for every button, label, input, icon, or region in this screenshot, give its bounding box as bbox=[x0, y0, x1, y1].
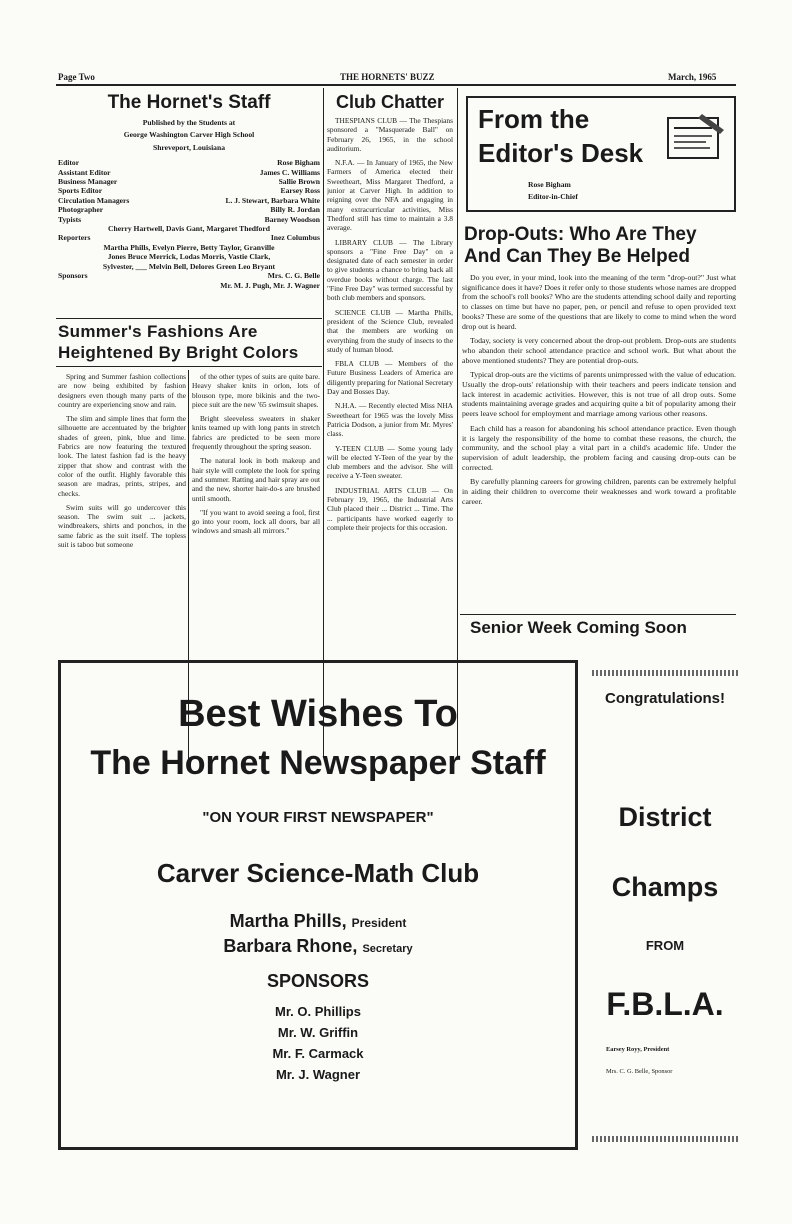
typists-more: Cherry Hartwell, Davis Gant, Margaret Thedford bbox=[108, 224, 270, 234]
fashion-quote: "If you want to avoid seeing a fool, first go into your room, lock all doors, bar all windows and smash all mirrors." bbox=[192, 507, 320, 536]
club-yteen: Y-TEEN CLUB — Some young lady will be elected Y-Teen of the year by the club members and the advisor. She will receive a Y-Teen sweater. bbox=[327, 443, 453, 481]
senior-week-rule bbox=[460, 614, 736, 615]
dropouts-p2: Today, society is very concerned about the drop-out problem. Drop-outs are students who abandon their school attendance practice and school work. But what about the above mentioned students? They are potential drop-outs. bbox=[462, 336, 736, 365]
sponsors-row bbox=[58, 271, 320, 280]
ad-hornet-staff: The Hornet Newspaper Staff bbox=[90, 744, 546, 782]
fbla-president: Earsey Royy, President bbox=[606, 1046, 670, 1053]
ad-sponsor-2: Mr. W. Griffin bbox=[277, 1025, 359, 1040]
ad-sponsors-title: SPONSORS bbox=[266, 971, 370, 991]
ad-science-math-club: Carver Science-Math Club bbox=[156, 858, 480, 888]
dropouts-p5: By carefully planning careers for growing children, parents can be extremely helpful in aiding their children to overcome their weaknesses and work toward a profitable career. bbox=[462, 477, 736, 506]
staff-names: Barney Woodson bbox=[264, 214, 320, 224]
staff-row bbox=[58, 168, 320, 177]
city: Shreveport, Louisiana bbox=[152, 142, 225, 152]
staff-names: James C. Williams bbox=[259, 167, 320, 177]
ad-secretary-role: Secretary bbox=[362, 943, 413, 955]
sponsor-2: Mr. M. J. Pugh, Mr. J. Wagner bbox=[220, 280, 320, 290]
reporters-line-1: Martha Phills, Evelyn Pierre, Betty Taylor, Granville bbox=[103, 242, 275, 252]
fbla-top-border bbox=[592, 670, 738, 676]
best-wishes-ad bbox=[58, 660, 578, 1150]
sponsor-1: Mrs. C. G. Belle bbox=[267, 271, 320, 281]
fashion-title-rule bbox=[56, 366, 322, 367]
editor-role: Editor-in-Chief bbox=[528, 192, 578, 201]
published-by: Published by the Students at bbox=[142, 118, 236, 127]
editor-desk-title-1: From the bbox=[478, 104, 590, 134]
dropouts-title-1: Drop-Outs: Who Are They bbox=[464, 224, 697, 245]
reporters-line-3: Sylvester, ___ Melvin Bell, Delores Green Leo Bryant bbox=[102, 261, 276, 271]
dropouts-body bbox=[462, 273, 736, 611]
fashion-top-rule bbox=[56, 318, 322, 319]
club-nha: N.H.A. — Recently elected Miss NHA Sweetheart for 1965 was the lovely Miss Patricia Dodson, a junior from Mr. Myres' class. bbox=[327, 401, 453, 439]
ad-sponsor-4: Mr. J. Wagner bbox=[275, 1067, 361, 1082]
club-nfa: N.F.A. — In January of 1965, the New Farmers of America elected their Sweetheart, Miss Margaret Thedford, a junior at Carver High. In addition to reigning over the NFA and engaging in many extracurricular activities, Miss Thedford still has time to maintain a 3.8 average. bbox=[327, 158, 453, 233]
club-fbla: FBLA CLUB — Members of the Future Business Leaders of America are diligently preparing for National Secretary Day and Bosses Day. bbox=[327, 359, 453, 397]
staff-role: Circulation Managers bbox=[58, 195, 130, 205]
staff-names: Billy R. Jordan bbox=[270, 205, 320, 215]
issue-date: March, 1965 bbox=[668, 72, 717, 82]
club-library: LIBRARY CLUB — The Library sponsors a "Fine Free Day" on a designated date of each semester in order to give students a chance to bring back all overdue books without charge. The last "Fine Free Day" was termed successful by both club members and sponsors. bbox=[327, 237, 453, 303]
staff-role: Editor bbox=[58, 158, 80, 168]
senior-week-headline: Senior Week Coming Soon bbox=[470, 618, 687, 637]
club-thespians: THESPIANS CLUB — The Thespians sponsored a "Masquerade Ball" on February 26, 1965, in the school auditorium. bbox=[327, 116, 453, 153]
fbla-sponsor: Mrs. C. G. Belle, Sponsor bbox=[606, 1068, 673, 1075]
fashion-title-2: Heightened By Bright Colors bbox=[58, 343, 299, 362]
fashion-title-1: Summer's Fashions Are bbox=[58, 322, 258, 341]
fbla-bottom-border bbox=[592, 1136, 738, 1142]
reporters-first: Inez Columbus bbox=[270, 233, 320, 243]
staff-role: Business Manager bbox=[58, 177, 118, 187]
fashion-col2-p1: of the other types of suits are quite bare. Heavy shaker knits in orlon, lots of blouson type, more bikinis and the two-piece suit are the new '65 swimsuit shapes. bbox=[192, 372, 320, 409]
fashion-col1-p2: The slim and simple lines that form the silhouette are accentuated by the brighter shades of green, pink, blue and lime. Fabrics are now featuring the textured look. The latest fashion fad is the heavy zipper that show and contrast with the color of the outfit. Highly favorable this season are madras, prints, stripes, and checks. bbox=[58, 414, 186, 498]
club-science: SCIENCE CLUB — Martha Phills, president of the Science Club, revealed that the members are working on everything from the study of insects to the study of human blood. bbox=[327, 307, 453, 354]
staff-names: Earsey Ross bbox=[280, 186, 320, 196]
fbla-champs: Champs bbox=[611, 872, 719, 902]
fbla-congratulations: Congratulations! bbox=[605, 690, 725, 707]
staff-role: Typists bbox=[58, 214, 82, 224]
staff-row bbox=[58, 196, 320, 205]
dropouts-p1: Do you ever, in your mind, look into the meaning of the term "drop-out?" Just what significance does it have? Does it refer only to those students whose names are dropped from the school's roll books? Who are the students attending school daily and reporting to classes on time but have no paper, pen, or pencil and refuse to open provided text books? These are some of the questions that are likely to come to mind when the word drop out is heard. bbox=[462, 273, 736, 331]
ad-sponsor-3: Mr. F. Carmack bbox=[272, 1046, 364, 1061]
school-name: George Washington Carver High School bbox=[123, 130, 255, 140]
reporters-row bbox=[58, 233, 320, 242]
staff-role: Sports Editor bbox=[58, 186, 103, 196]
staff-masthead bbox=[58, 92, 320, 290]
fbla-district: District bbox=[618, 802, 712, 832]
ad-secretary bbox=[61, 936, 575, 957]
club-industrial-arts: INDUSTRIAL ARTS CLUB — On February 19, 1965, the Industrial Arts Club placed their ... District ... Time. The ... participants have worked eagerly to complete their projects for this occasion. bbox=[327, 485, 453, 532]
staff-role: Assistant Editor bbox=[58, 167, 111, 177]
fashion-col2-p3: The natural look in both makeup and hair style will complete the look for spring and summer. Ratting and hair spray are out and the new, shorter hair-do-s are brushed until smooth. bbox=[192, 456, 320, 503]
column-divider-1 bbox=[323, 88, 324, 758]
editor-desk-box bbox=[466, 96, 736, 212]
fbla-from: FROM bbox=[645, 938, 685, 953]
club-chatter-title: Club Chatter bbox=[336, 92, 444, 112]
staff-names: Rose Bigham bbox=[277, 158, 320, 168]
dropouts-p3: Typical drop-outs are the victims of parents unimpressed with the value of education. Usually the drop-outs' relationship with their teachers and peers indicate tension and lack interest in academic activities. However, this is not true of all drop outs. Some students maintaining average grades and acquiring quite a bit of popularity among their peers leave school for employment and marriage among various other reasons. bbox=[462, 370, 736, 419]
dropouts-p4: Each child has a reason for abandoning his school attendance practice. Even though it is largely the responsibility of the home to combat these reasons, the church, the community, and the school play a vital part in a child's academic life. Under the supervision of adult leadership, the problem facing and causing drop-outs can be corrected. bbox=[462, 423, 736, 472]
staff-row bbox=[58, 186, 320, 195]
ad-first-newspaper: "ON YOUR FIRST NEWSPAPER" bbox=[202, 809, 434, 826]
editor-name: Rose Bigham bbox=[528, 180, 571, 189]
fashion-col1-p1: Spring and Summer fashion collections are now being exhibited by fashion designers even though many parts of the country are experiencing snow and rain. bbox=[58, 372, 186, 409]
page-number: Page Two bbox=[58, 72, 95, 82]
staff-list bbox=[58, 158, 320, 224]
ad-sponsor-1: Mr. O. Phillips bbox=[275, 1004, 361, 1019]
sponsors-label: Sponsors bbox=[58, 271, 88, 281]
ad-president bbox=[61, 911, 575, 932]
fashion-col1-p3: Swim suits will go undercover this season. The swim suit ... jackets, windbreakers, shirts and ponchos, in the same fabric as the suit itself. The topless suit is taboo but someone bbox=[58, 502, 186, 550]
staff-names: L. J. Stewart, Barbara White bbox=[225, 195, 320, 205]
newspaper-desk-icon bbox=[662, 108, 728, 166]
header-rule bbox=[56, 84, 736, 86]
editor-desk-title-2: Editor's Desk bbox=[478, 138, 644, 168]
staff-role: Photographer bbox=[58, 205, 104, 215]
dropouts-title-2: And Can They Be Helped bbox=[464, 246, 690, 267]
fashion-col2-p2: Bright sleeveless sweaters in shaker knits teamed up with long pants in stretch fabrics are predicted to be seen more frequently throughout the spring season. bbox=[192, 414, 320, 452]
reporters-label: Reporters bbox=[58, 233, 91, 243]
newspaper-name: THE HORNETS' BUZZ bbox=[340, 72, 435, 82]
staff-row bbox=[58, 177, 320, 186]
ad-secretary-name: Barbara Rhone, bbox=[223, 936, 358, 956]
staff-row bbox=[58, 158, 320, 167]
reporters-line-2: Jones Bruce Merrick, Lodas Morris, Vastie Clark, bbox=[107, 252, 271, 262]
staff-names: Sallie Brown bbox=[278, 177, 320, 187]
fbla-name: F.B.L.A. bbox=[606, 986, 724, 1022]
ad-president-role: President bbox=[351, 916, 407, 930]
ad-best-wishes: Best Wishes To bbox=[178, 693, 458, 735]
staff-row bbox=[58, 215, 320, 224]
staff-title: The Hornet's Staff bbox=[107, 92, 271, 113]
ad-president-name: Martha Phills, bbox=[229, 911, 347, 931]
staff-row bbox=[58, 205, 320, 214]
column-divider-2 bbox=[457, 88, 458, 758]
